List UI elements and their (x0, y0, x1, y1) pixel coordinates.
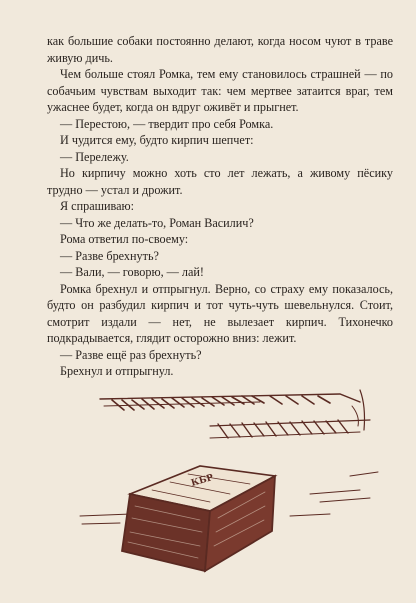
paragraph-11: — Вали, — говорю, — лай! (60, 265, 204, 279)
paragraph-2: Чем больше стоял Ромка, тем ему становилось страшней — по собачьим чувствам выходит так: чем мертвее затаится враг, тем ужаснее будет, когда он вдруг оживёт и прыгнет. (47, 67, 393, 114)
ledge-drawing (100, 390, 370, 438)
paragraph-6: Но кирпичу можно хоть сто лет лежать, а живому пёсику трудно — устал и дрожит. (47, 166, 393, 197)
paragraph-10: — Разве брехнуть? (60, 248, 159, 263)
paragraph-3: — Перестою, — твердит про себя Ромка. (60, 116, 274, 131)
paragraph-8: — Что же делать-то, Роман Василич? (60, 215, 254, 230)
paragraph-13: — Разве ещё раз брехнуть? (60, 347, 202, 362)
paragraph-9: Рома ответил по-своему: (60, 232, 189, 246)
paragraph-14: Брехнул и отпрыгнул. (60, 364, 174, 378)
paragraph-7: Я спрашиваю: (60, 199, 135, 213)
brick-illustration (60, 366, 390, 598)
paragraph-5: — Перележу. (60, 149, 129, 164)
paragraph-12: Ромка брехнул и отпрыгнул. Верно, со страху ему показалось, будто он разбудил кирпич и тот чуть-чуть шевельнулся. Стоит, смотрит издали — нет, не вылезает кирпич. Тихонечко подкрадывается, глядит осторожно вниз: лежит. (47, 281, 393, 345)
brick-stamp: КБР (190, 473, 215, 489)
text-block (47, 33, 393, 380)
paragraph-4: И чудится ему, будто кирпич шепчет: (60, 133, 254, 147)
paragraph-1: как большие собаки постоянно делают, когда носом чуют в траве живую дичь. (47, 34, 393, 65)
